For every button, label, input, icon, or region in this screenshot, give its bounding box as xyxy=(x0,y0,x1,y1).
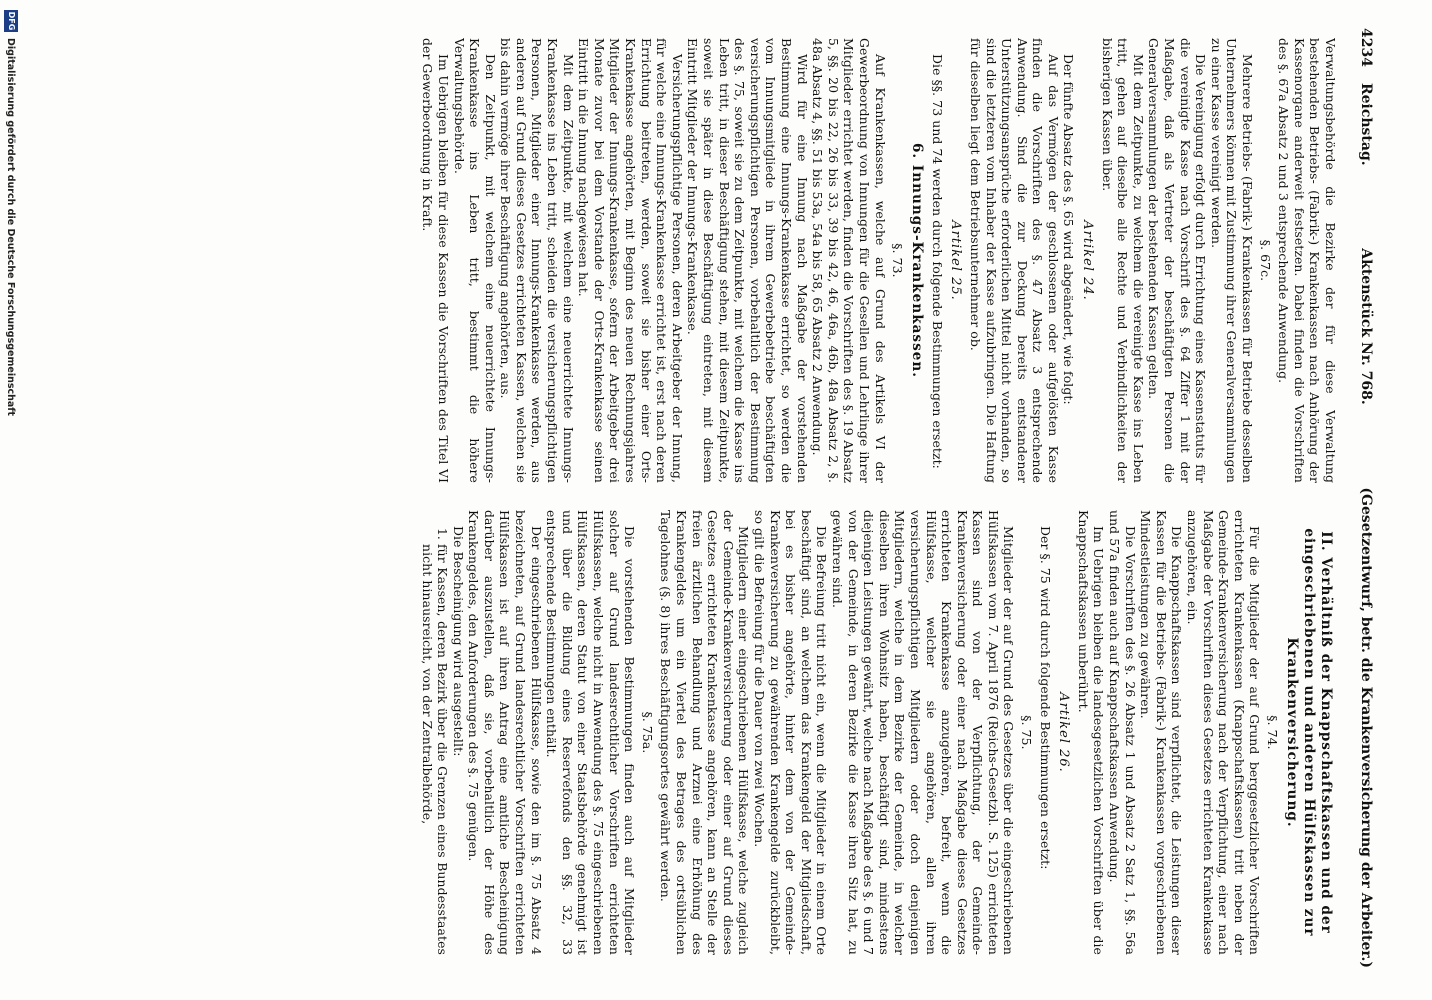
body-paragraph: Im Uebrigen bleiben für diese Kassen die Vorschriften des Titel VI der Gewerbeordnung in Kraft. xyxy=(420,38,451,483)
paragraph-number: §. 74. xyxy=(1265,715,1280,750)
body-paragraph: Wird für eine Innung nach Maßgabe der vorstehenden Bestimmung eine Innungs-Krankenkasse errichtet, so werden die vom Innungsmitgliede in ihrem Gewerbebetriebe beschäftigten versicherungspflichtigen Personen, vorbehaltlich der Bestimmung des §. 75, soweit sie zu dem Zeitpunkte, mit welchem die Kasse ins Leben tritt, in dieser Beschäftigung stehen, mit diesem Zeitpunkte, soweit sie später in diese Beschäftigung eintreten, mit diesem Eintritt Mitglieder der Innungs-Krankenkasse. xyxy=(685,38,810,483)
body-paragraph: Die Knappschaftskassen sind verpflichtet, die Leistungen dieser Kassen für die Betriebs- (Fabrik-) Krankenkassen vorgeschriebenen Mindestleistungen zu gewähren. xyxy=(1138,510,1185,955)
body-paragraph: Die Befreiung tritt nicht ein, wenn die Mitglieder in einem Orte beschäftigt sind, an welchem das Krankengeld der Mitgliedschaft, bei es bisher angehörte, hinter dem von der Gemeinde-Krankenversicherung zu gewährenden Krankengelde zurückbleibt, so gilt die Befreiung für die Dauer von zwei Wochen. xyxy=(752,510,830,955)
digitization-credit xyxy=(0,0,22,1000)
left-column xyxy=(28,38,1338,483)
paragraph-number: §. 67c. xyxy=(1257,239,1273,282)
body-paragraph: Versicherungspflichtige Personen, deren Arbeitgeber der Innung, für welche eine Innungs-Krankenkasse errichtet ist, erst nach deren Errichtung beitreten, werden, soweit sie bisher einer Orts-Krankenkasse angehörten, mit Beginn des neuen Rechnungsjahres Mitglieder der Innungs-Krankenkasse, sofern der Arbeitgeber drei Monate zuvor bei dem Vorstande der Orts-Krankenkasse seinen Eintritt in die Innung nachgewiesen hat. xyxy=(576,38,685,483)
right-column xyxy=(28,510,1338,955)
document-number: Aktenstück Nr. 768. xyxy=(1358,248,1374,405)
body-paragraph: Für die Mitglieder der auf Grund berggesetzlicher Vorschriften errichteten Krankenkassen (Knappschaftskassen) tritt neben der Gemeinde-Krankenversicherung nach der Verpflichtung, einer nach Maßgabe der Vorschriften dieses Gesetzes errichteten Krankenkasse anzugehören, ein. xyxy=(1185,510,1263,955)
body-paragraph: Mehrere Betriebs- (Fabrik-) Krankenkassen für Betriebe desselben Unternehmers können mit Zustimmung ihrer Generalversammlungen zu einer Kasse vereinigt werden. xyxy=(1208,38,1256,483)
body-paragraph: Mitgliedern einer eingeschriebenen Hülfskasse, welche zugleich der Gemeinde-Krankenversicherung oder einer auf Grund dieses Gesetzes errichteten Krankenkasse angehören, kann an Stelle der freien ärztlichen Behandlung und Arznei eine Erhöhung des Krankengeldes um ein Viertel des Betrages des ortsüblichen Tagelohnes (§. 8) ihres Beschäftigungsortes gewährt werden. xyxy=(658,510,752,955)
body-paragraph: Mitglieder der auf Grund des Gesetzes über die eingeschriebenen Hülfskassen vom 7. April 1876 (Reichs-Gesetzbl. S. 125) errichteten Kassen sind von der Verpflichtung, der Gemeinde-Krankenversicherung oder einer nach Maßgabe dieses Gesetzes errichteten Krankenkasse anzugehören, befreit, wenn die Hülfskasse, welcher sie angehören, allen ihren versicherungspflichtigen Mitgliedern oder doch denjenigen Mitgliedern, welche in dem Bezirke der Gemeinde, in welcher dieselben ihren Wohnsitz haben, beschäftigt sind, mindestens diejenigen Leistungen gewährt, welche nach Maßgabe des §. 6 und 7 von der Gemeinde, in deren Bezirke die Kasse ihren Sitz hat, zu gewähren sind. xyxy=(829,510,1017,955)
section-heading: II. Verhältniß der Knappschaftskassen und der eingeschriebenen und anderen Hülfskassen zur Krankenversicherung. xyxy=(1284,528,1334,937)
body-paragraph: Mit dem Zeitpunkte, mit welchem eine neuerrichtete Innungs-Krankenkasse ins Leben tritt, scheiden die versicherungspflichtigen Personen, Mitglieder einer Innungs-Krankenkasse werden, aus anderen auf Grund dieses Gesetzes errichteten Kassen, welchen sie bis dahin vermöge ihrer Beschäftigung angehörten, aus. xyxy=(498,38,576,483)
publication-title: Reichstag. xyxy=(1358,82,1374,166)
body-paragraph: Im Uebrigen bleiben die landesgesetzlichen Vorschriften über die Knappschaftskassen unberührt. xyxy=(1075,510,1107,955)
body-paragraph: Der fünfte Absatz des §. 65 wird abgeändert, wie folgt: xyxy=(1061,54,1077,405)
body-paragraph: Auf das Vermögen der geschlossenen oder aufgelösten Kasse finden die Vorschriften des §. 47 Absatz 3 entsprechende Anwendung. Sind die zur Deckung bereits entstandener Unterstützungsansprüche erforderlichen Mittel nicht vorhanden, so sind die letzteren vom Inhaber der Kasse aufzubringen. Die Haftung für dieselben liegt dem Betriebsunternehmer ob. xyxy=(967,38,1061,483)
body-paragraph: Die Vorschriften des §. 26 Absatz 1 und Absatz 2 Satz 1, §§. 56a und 57a finden auch auf Knappschaftskassen Anwendung. xyxy=(1107,510,1138,955)
body-paragraph: Die §§. 73 und 74 werden durch folgende Bestimmungen ersetzt: xyxy=(929,54,945,469)
body-paragraph: Die vorstehenden Bestimmungen finden auch auf Mitglieder solcher auf Grund landesrechtlicher Vorschriften errichteten Hülfskassen, welche nicht in Anwendung des §. 75 eingeschriebenen Hülfskassen, deren Statut von einer Staatsbehörde genehmigt ist und über die Bildung eines Reservefonds den §§. 32, 33 entsprechende Bestimmungen enthält. xyxy=(544,510,638,955)
section-heading: 6. Innungs-Krankenkassen. xyxy=(909,142,926,379)
body-paragraph: Der eingeschriebenen Hülfskasse, sowie den im §. 75 Absatz 4 bezeichneten, auf Grund landesrechtlicher Vorschriften errichteten Hülfskassen ist auf ihren Antrag eine amtliche Bescheinigung darüber auszustellen, daß sie, vorbehaltlich der Höhe des Krankengeldes, den Anforderungen des §. 75 genügen. xyxy=(466,510,544,955)
article-heading: Artikel 25. xyxy=(948,220,964,301)
dfg-logo: DFG xyxy=(4,10,18,32)
paragraph-number: §. 75. xyxy=(1019,715,1035,750)
running-header xyxy=(1344,28,1374,968)
page-number: 4234 xyxy=(1358,28,1374,67)
article-heading: Artikel 24. xyxy=(1080,220,1096,301)
body-paragraph: Der §. 75 wird durch folgende Bestimmungen ersetzt: xyxy=(1037,526,1053,870)
body-paragraph: Auf Krankenkassen, welche auf Grund des Artikels VI der Gewerbeordnung von Innungen für die Gesellen und Lehrlinge ihrer Mitglieder errichtet werden, finden die Vorschriften des §. 19 Absatz 5, §§. 20 bis 22, 26 bis 33, 39 bis 42, 46, 46a, 46b, 48a Absatz 2, §. 48a Absatz 4, §§. 51 bis 53a, 54a bis 58, 65 Absatz 2 Anwendung. xyxy=(810,38,888,483)
list-item: 1. für Kassen, deren Bezirk über die Grenzen eines Bundesstaates nicht hinausreicht, von der Zentralbehörde, xyxy=(419,544,450,955)
body-paragraph: Die Bescheinigung wird ausgestellt: xyxy=(450,526,466,757)
body-paragraph: Den Zeitpunkt, mit welchem eine neuerrichtete Innungs-Krankenkasse ins Leben tritt, bestimmt die höhere Verwaltungsbehörde. xyxy=(451,38,498,483)
body-paragraph: Verwaltungsbehörde die Bezirke der für diese Verwaltung bestehenden Betriebs- (Fabrik-) Krankenkassen nach Anhörung der Kassenorgane anderweit festsetzen. Dabei finden die Vorschriften des §. 67a Absatz 2 und 3 entsprechende Anwendung. xyxy=(1276,38,1338,483)
body-paragraph: Mit dem Zeitpunkte, zu welchem die vereinigte Kasse ins Leben tritt, gehen auf dieselbe alle Rechte und Verbindlichkeiten der bisherigen Kassen über. xyxy=(1099,38,1146,483)
article-heading: Artikel 26. xyxy=(1056,692,1072,773)
body-paragraph: Die Vereinigung erfolgt durch Errichtung eines Kassenstatuts für die vereinigte Kasse nach Vorschrift des §. 64 Ziffer 1 mit der Maßgabe, daß als Vertreter der beschäftigten Personen die Generalversammlungen der bestehenden Kassen gelten. xyxy=(1146,38,1209,483)
credit-text: Digitalisierung gefördert durch die Deutsche Forschungsgemeinschaft xyxy=(5,38,17,416)
document-subject: (Gesetzentwurf, betr. die Krankenversicherung der Arbeiter.) xyxy=(1358,487,1374,968)
enumerated-list xyxy=(419,510,450,955)
paragraph-number: §. 75a. xyxy=(639,711,655,754)
paragraph-number: §. 73. xyxy=(890,243,906,278)
